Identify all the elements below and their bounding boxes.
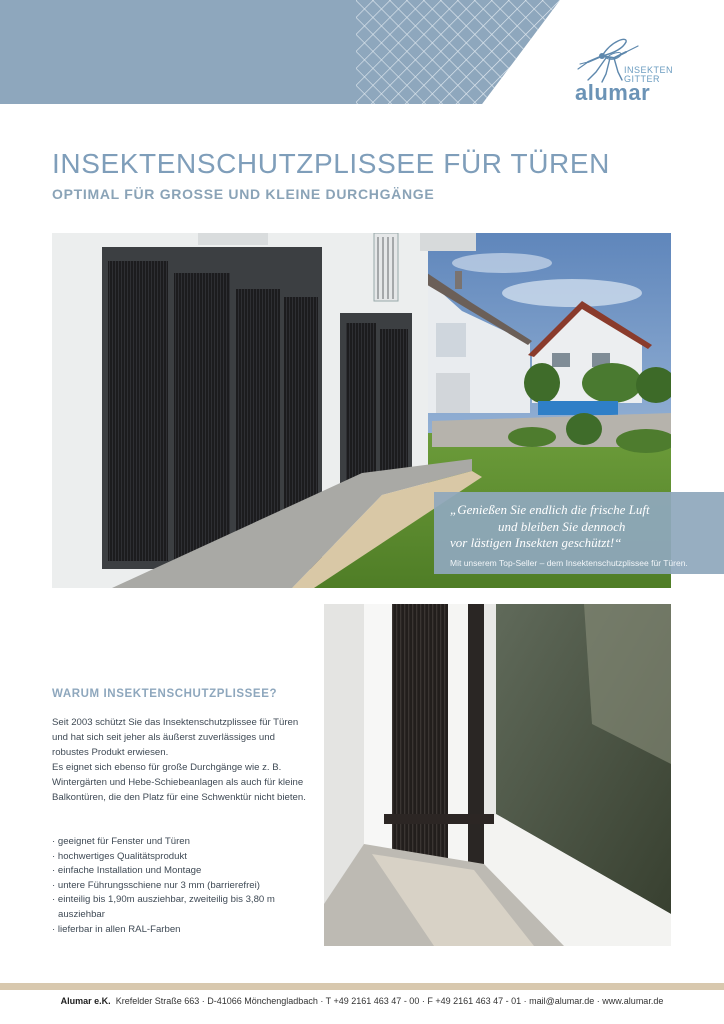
feature-list [52, 835, 317, 937]
door-detail-photo [324, 604, 671, 946]
feature-item: · lieferbar in allen RAL-Farben [52, 923, 181, 935]
intro-paragraph-2: Es eignet sich ebenso für große Durchgänge wie z. B. Wintergärten und Hebe-Schiebeanlagen als auch für kleine Balkontüren, die den Platz für eine Schwenktür nicht bieten. [52, 762, 306, 803]
feature-item-continuation-text: ausziehbar [58, 908, 105, 920]
intro-paragraph-1: Seit 2003 schützt Sie das Insektenschutzplissee für Türen und hat sich seit jeher als äußerst zuverlässiges und robustes Produkt erwiesen. [52, 717, 299, 758]
footer-band [0, 983, 724, 990]
feature-item: · untere Führungsschiene nur 3 mm (barrierefrei) [52, 879, 260, 891]
feature-item: · geeignet für Fenster und Türen [52, 836, 190, 847]
logo-line-2: GITTER [624, 74, 660, 84]
page-title: INSEKTENSCHUTZPLISSEE FÜR TÜREN [52, 148, 610, 179]
footer-details: Krefelder Straße 663 · D-41066 Mönchengladbach · T +49 2161 463 47 - 00 · F +49 2161 463 47 - 01 · mail@alumar.de · www.alumar.de [115, 996, 664, 1006]
logo-line-1: INSEKTEN [624, 65, 674, 75]
quote-line-3: vor lästigen Insekten geschützt!“ [450, 535, 622, 550]
logo-wordmark: alumar [575, 80, 651, 105]
quote-text [450, 502, 650, 552]
section-heading: WARUM INSEKTENSCHUTZPLISSEE? [52, 688, 278, 700]
door-detail-illustration [324, 604, 671, 946]
feature-item: · einteilig bis 1,90m ausziehbar, zweiteilig bis 3,80 m [52, 894, 275, 906]
quote-line-1: „Genießen Sie endlich die frische Luft [450, 502, 650, 517]
mesh-pattern [356, 0, 560, 104]
quote-caption: Mit unserem Top-Seller – dem Insektenschutzplissee für Türen. [450, 558, 688, 568]
feature-item: · hochwertiges Qualitätsprodukt [52, 850, 187, 862]
feature-item: · einfache Installation und Montage [52, 865, 202, 877]
footer [0, 996, 724, 1006]
quote-line-2: und bleiben Sie dennoch [498, 518, 626, 534]
quote-box [434, 492, 724, 574]
page-subtitle: OPTIMAL FÜR GROSSE UND KLEINE DURCHGÄNGE [52, 186, 435, 202]
footer-company: Alumar e.K. [60, 996, 111, 1006]
feature-item-continuation [52, 908, 317, 923]
intro-text [52, 715, 312, 805]
